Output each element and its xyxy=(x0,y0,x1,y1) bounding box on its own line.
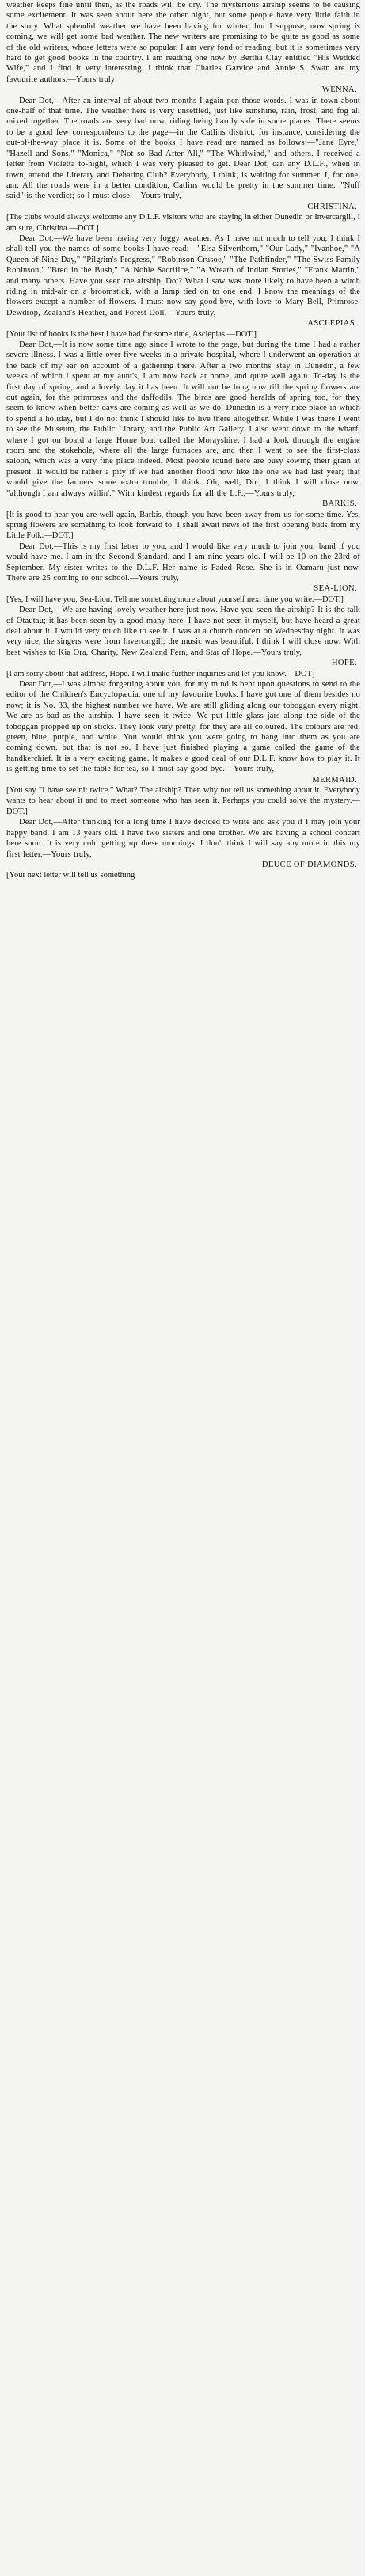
letter-signature: BARKIS. xyxy=(322,500,357,509)
editor-reply: [Your list of books is the best I have had for some time, Asclepias.—DOT.] xyxy=(6,329,257,339)
editor-reply: [The clubs would always welcome any D.L.F. visitors who are staying in either Dunedin or Invercargill, I am sure, Christina.—DOT.] xyxy=(6,213,360,233)
letters-column xyxy=(0,0,365,881)
letter-paragraph: Dear Dot,—It is now some time ago since I wrote to the page, but during the time I had a rather severe illness. I was a little over five weeks in a private hospital, where I underwent an operation at the back of my ear on account of a gathering there. After a two months' stay in Dunedin, a few weeks of which I spent at my aunt's, I am now back at home, and quite well again. To-day is the first day of spring, and a lovely day it has been. It will not be long now till the spring flowers are out again, for the primroses and the daffodils. The birds are good heralds of spring too, for they seem to know when better days are coming as well as we do. Dunedin is a very nice place in which to spend a holiday, but I do not think I should like to live there altogether. While I was there I went to see the Museum, the Public Library, and the Public Art Gallery. I also went down to the wharf, where I got on board a large Home boat called the Morayshire. I had a look through the engine room and the stokehole, where all the large furnaces are, and then I went to see the first-class saloon, which was a very fine place indeed. Most people round here are busy sowing their grain at present. It would be rather a pity if we had another flood now like the one we had last year; that would give the farmers some extra trouble, I think. Oh, well, Dot, I think I will close now, "although I am always willin'." With kindest regards for all the L.F.,—Yours truly, xyxy=(6,340,360,498)
letter-paragraph: Dear Dot,—This is my first letter to you, and I would like very much to join your band if you would have me. I am in the Second Standard, and I am nine years old. I will be 10 on the 23rd of September. My sister writes to the D.L.F. Her name is Faded Rose. She is in Oamaru just now. There are 25 coming to our school.—Yours truly, xyxy=(6,541,360,583)
letter-signature: DEUCE OF DIAMONDS. xyxy=(261,860,357,869)
letter-paragraph: weather keeps fine until then, as the roads will be dry. The mysterious airship seems to be causing some excitement. It was seen about here the other night, but some people have very little faith in the story. What splendid weather we have been having for winter, but I suppose, now spring is coming, we will get some bad weather. The new writers are promising to be quite as good as some of the old writers, whose letters were so popular. I am very fond of reading, but it is sometimes very hard to get good books in the country. I am reading one now by Bertha Clay entitled "His Wedded Wife," and I find it very interesting. I think that Charles Garvice and Annie S. Swan are my favourite authors.—Yours truly xyxy=(6,1,360,84)
editor-reply: [Your next letter will tell us something xyxy=(6,871,135,880)
letter-signature: CHRISTINA. xyxy=(307,202,357,211)
editor-reply: [It is good to hear you are well again, Barkis, though you have been away from us for some time. Yes, spring flowers are something to look forward to. I shall await news of the first opening buds from my Little Folk.—DOT.] xyxy=(6,510,360,541)
editor-reply: [Yes, I will have you, Sea-Lion. Tell me something more about yourself next time you write.—DOT.] xyxy=(6,595,344,604)
letter-signature: HOPE. xyxy=(331,659,357,668)
letter-signature: MERMAID. xyxy=(312,775,357,785)
letter-signature: ASCLEPIAS. xyxy=(307,319,357,329)
letter-signature: SEA-LION. xyxy=(314,584,357,594)
letter-paragraph: Dear Dot,—After thinking for a long time I have decided to write and ask you if I may join your happy band. I am 13 years old. I have two sisters and one brother. We are having a school concert here soon. It is very cold getting up these mornings. I don't think I will say any more in this my first letter.—Yours truly, xyxy=(6,818,360,859)
editor-reply: [You say "I have see nit twice." What? The airship? Then why not tell us something about it. Everybody wants to hear about it and to meet someone who has seen it. Perhaps you could solve the mystery.—DOT.] xyxy=(6,786,360,816)
letter-paragraph: Dear Dot,—I was almost forgetting about you, for my mind is bent upon questions to send to the editor of the Children's Encyclopædia, one of my favourite books. I have got one of them besides no now; it is No. 33, the highest number we have. We are still gliding along our toboggan every night. We are as bad as the airship. I have seen it twice. We put little glass jars along the side of the toboggan propped up on sticks. They look very pretty, for they are all coloured. The colours are red, green, blue, purple, and white. You would think you were going to bang into them as you are coming down, but that is not so. I have just finished playing a game called the game of the handkerchief. It is a very exciting game. It makes a good deal of our D.L.F. know how to play it. It is getting time to set the table for tea, so I must say good-bye.—Yours truly, xyxy=(6,680,360,774)
letter-paragraph: Dear Dot,—We are having lovely weather here just now. Have you seen the airship? It is the talk of Otautau; it has been seen by a good many here. I have not seen it myself, but have heard a great deal about it. I would very much like to see it. I was at a church concert on Wednesday night. It was very nice; the singers were from Invercargill; the music was beautiful. I think I will close now. With best wishes to Kia Ora, Charity, New Zealand Fern, and Star of Hope.—Yours truly, xyxy=(6,606,360,657)
editor-reply: [I am sorry about that address, Hope. I will make further inquiries and let you know.—DOT] xyxy=(6,669,315,678)
letter-paragraph: Dear Dot,—After an interval of about two months I again pen those words. I was in town about one-half of that time. The weather here is very unsettled, just like sunshine, rain, frost, and fog all mixed together. The roads are very bad now, riding being hardly safe in some places. There seems to be a good few correspondents to the page—in the Catlins district, for instance, considering the out-of-the-way place it is. Some of the books I have read are named as follows:—"Jane Eyre," "Hazell and Sons," "Monica," "Not so Bad After All," "The Whirlwind," and others. I received a letter from Violetta to-night, which I was very pleased to get. Dear Dot, can any D.L.F., when in town, attend the Literary and Debating Club? Everybody, I think, is waiting for summer. I, for one, am. All the roads were in a better condition, Catlins would be pretty in the summer time. "'Nuff said" is the verdict; so I must close,—Yours truly, xyxy=(6,96,360,201)
letter-paragraph: Dear Dot,—We have been having very foggy weather. As I have not much to tell you, I think I shall tell you the names of some books I have read:—"Elsa Silverthorn," "Our Lady," "Ivanhoe," "A Queen of Nine Day," "Pilgrim's Progress," "Robinson Crusoe," "The Pathfinder," "The Swiss Family Robinson," "Bred in the Bush," "A Noble Sacrifice," "A Wreath of Indian Stories," "Frank Martin," and many others. Have you seen the airship, Dot? What I saw was more likely to have been a witch riding in mid-air on a broomstick, with a lamp tied on to one end. I know the meanings of the flowers except a number of flowers. I must now say good-bye, with love to Mary Bell, Primrose, Dewdrop, Zealand's Heather, and Forest Doll.—Yours truly, xyxy=(6,234,360,317)
letter-signature: WENNA. xyxy=(321,85,357,95)
